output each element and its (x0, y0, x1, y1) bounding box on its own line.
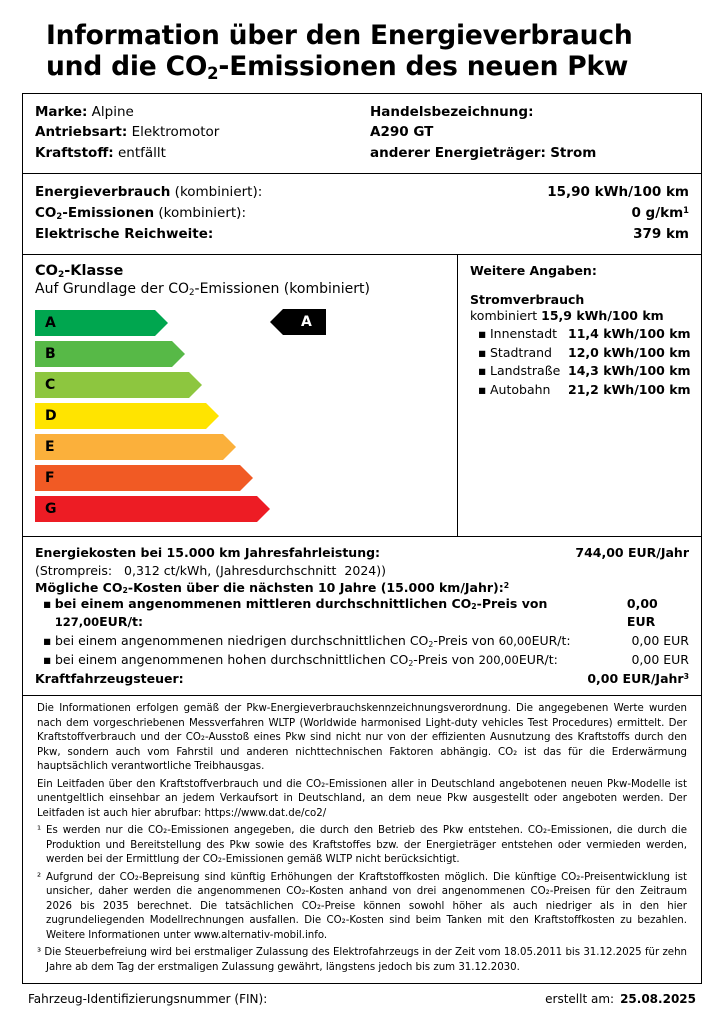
bullet-icon: ▪ (478, 325, 487, 341)
bar-label-a: A (45, 314, 56, 331)
bar-label-f: F (45, 469, 55, 486)
bar-shape-b (35, 341, 172, 367)
co2-class-scale (23, 255, 457, 536)
co2-class-bar-b (35, 340, 447, 368)
bullet-icon: ▪ (478, 363, 487, 379)
energieverbrauch-row (35, 182, 689, 203)
bar-label-g: G (45, 500, 57, 517)
energietraeger-value: Strom (550, 144, 597, 161)
title-line-2: und die $CO_2$-Emissionen des neuen Pkw (46, 51, 629, 83)
co2-class-bar-e (35, 433, 447, 461)
kraftstoff-value: entfällt (117, 144, 166, 161)
legal-paragraph-2: Ein Leitfaden über den Kraftstoffverbrauch und die CO₂-Emissionen aller in Deutschland angebotenen neuen Pkw-Modelle ist unentgeltlich einsehbar an jedem Verkaufsort in Deutschland, an dem neue Pkw ausgestellt oder angeboten werden. Der Leitfaden ist auch hier abrufbar: https://www.dat.de/co2/ (37, 778, 687, 819)
antriebsart-row (35, 122, 362, 143)
bar-shape-c (35, 372, 189, 398)
co2-emissionen-label: $CO_2$-Emissionen (kombiniert): (35, 205, 246, 221)
footer (22, 984, 702, 1006)
bullet-icon: ▪ (43, 651, 52, 667)
legal-footnote-3: ³ Die Steuerbefreiung wird bei erstmaliger Zulassung des Elektrofahrzeugs in der Zeit vom 18.05.2011 bis 31.12.2025 für zehn Jahre ab dem Tag der erstmaligen Zulassung gewährt, längstens jedoch bis zum 31.12.2030. (37, 947, 687, 973)
fin-label: Fahrzeug-Identifizierungsnummer (FIN): (28, 992, 268, 1007)
co2-cost-rows (35, 595, 689, 670)
bar-shape-a (35, 310, 155, 336)
reichweite-value: 379 km (633, 225, 689, 242)
stromverbrauch-item-name: Innenstadt (490, 325, 558, 341)
stromverbrauch-item (470, 362, 691, 381)
bar-shape-e (35, 434, 223, 460)
vehicle-header-right (362, 102, 689, 164)
vehicle-header-left (35, 102, 362, 164)
weitere-angaben-panel (457, 255, 701, 536)
kfz-steuer-label: Kraftfahrzeugsteuer: (35, 670, 184, 686)
title-line-1: Information über den Energieverbrauch (46, 20, 633, 51)
handelsbezeichnung-value: A290 GT (370, 124, 434, 141)
stromverbrauch-item-value: 21,2 kWh/100 km (568, 382, 691, 398)
bullet-icon: ▪ (478, 382, 487, 398)
costs-section (23, 537, 701, 697)
antriebsart-value: Elektromotor (131, 124, 220, 141)
page-title (22, 20, 702, 83)
co2-cost-row-value: 0,00 EUR (631, 651, 689, 667)
co2-emissionen-value: 0 $g/km^1$ (631, 205, 689, 221)
stromverbrauch-item-name: Stadtrand (490, 344, 552, 360)
co2-cost-row-label: ▪ bei einem angenommenen mittleren durchschnittlichen $CO_2$-Preis von 127,00EUR/t: (35, 595, 627, 633)
energietraeger-row (370, 143, 689, 164)
co2-class-title: $CO_2$-Klasse (35, 262, 124, 280)
stromverbrauch-kombiniert: kombiniert 15,9 kWh/100 km (470, 307, 664, 323)
co2-class-bar-g (35, 495, 447, 523)
vehicle-header-section (23, 94, 701, 175)
stromverbrauch-item-value: 12,0 kWh/100 km (568, 344, 691, 360)
co2-class-bar-c (35, 371, 447, 399)
stromverbrauch-list (470, 325, 691, 400)
legal-footnote-2: ² Aufgrund der CO₂-Bepreisung sind künftig Erhöhungen der Kraftstoffkosten möglich. Die künftige CO₂-Preisentwicklung ist unsicher, daher werden die angenommenen CO₂-Kosten anhand von drei angenommenen CO₂-Preisen für den Zeitraum 2026 bis 2035 berechnet. Die tatsächlichen CO₂-Preise können sowohl höher als auch niedriger als in den hier zugrundeliegenden Modellrechnungen ausfallen. Die CO₂-Kosten sind beim Tanken mit den Kraftstoffkosten zu bezahlen. Weitere Informationen unter www.alternativ-mobil.info. (37, 871, 687, 941)
stromverbrauch-item-value: 11,4 kWh/100 km (568, 325, 691, 341)
co2-class-bar-d (35, 402, 447, 430)
co2-cost-row-value: 0,00 EUR (631, 633, 689, 649)
legal-section (23, 696, 701, 983)
reichweite-row (35, 224, 689, 245)
kfz-steuer-row (35, 670, 689, 689)
co2-cost-row (35, 651, 689, 670)
stromverbrauch-item (470, 381, 691, 400)
bar-label-d: D (45, 407, 57, 424)
co2-class-bar-a (35, 309, 447, 337)
created-date: 25.08.2025 (620, 992, 696, 1007)
co2-cost-row-label: ▪ bei einem angenommenen hohen durchschnittlichen $CO_2$-Preis von 200,00EUR/t: (35, 651, 558, 670)
stromverbrauch-item (470, 325, 691, 344)
consumption-section (23, 174, 701, 255)
stromverbrauch-item-value: 14,3 kWh/100 km (568, 363, 691, 379)
energiekosten-label: Energiekosten bei 15.000 km Jahresfahrleistung: (35, 544, 381, 560)
co2-class-subtitle: Auf Grundlage der $CO_2$-Emissionen (kombiniert) (35, 280, 370, 298)
bullet-icon: ▪ (43, 633, 52, 649)
energieverbrauch-value: 15,90 kWh/100 km (547, 184, 689, 201)
marke-value: Alpine (91, 103, 134, 120)
weitere-angaben-title: Weitere Angaben: (470, 262, 597, 278)
co2-emissionen-row (35, 203, 689, 224)
marke-label: Marke: (35, 103, 88, 120)
bar-shape-d (35, 403, 206, 429)
bar-shape-g (35, 496, 257, 522)
co2-class-bars (35, 309, 447, 523)
kraftstoff-label: Kraftstoff: (35, 144, 114, 161)
co2-class-section (23, 255, 701, 537)
strompreis-row: (Strompreis: 0,312 ct/kWh, (Jahresdurchschnitt 2024)) (35, 562, 386, 578)
stromverbrauch-title: Stromverbrauch (470, 291, 585, 307)
energieverbrauch-label: Energieverbrauch (kombiniert): (35, 184, 263, 201)
kfz-steuer-value: 0,00 EUR/Jahr$^3$ (587, 670, 689, 686)
bullet-icon: ▪ (478, 344, 487, 360)
co2-cost-row (35, 632, 689, 651)
bar-label-e: E (45, 438, 55, 455)
co2-cost-row-value: 0,00 EUR (626, 595, 658, 630)
label-frame (22, 93, 702, 985)
reichweite-label: Elektrische Reichweite: (35, 225, 214, 242)
energiekosten-row (35, 544, 689, 563)
co2-class-bar-f (35, 464, 447, 492)
moegliche-co2-kosten-label: Mögliche $CO_2$-Kosten über die nächsten 10 Jahre (15.000 km/Jahr):$^2$ (35, 579, 510, 596)
bullet-icon: ▪ (43, 595, 52, 611)
bar-label-c: C (45, 376, 56, 393)
stromverbrauch-item-name: Autobahn (490, 382, 551, 398)
legal-footnote-1: ¹ Es werden nur die CO₂-Emissionen angegeben, die durch den Betrieb des Pkw entstehen. CO₂-Emissionen, die durch die Produktion und Bereitstellung des Pkw sowie des Kraftstoffes bzw. der Energieträger entstehen oder vermieden werden, werden bei der Ermittlung der CO₂-Emissionen gemäß WLTP nicht berücksichtigt. (37, 825, 687, 866)
stromverbrauch-item-name: Landstraße (490, 363, 561, 379)
co2-cost-row (35, 595, 689, 633)
kraftstoff-row (35, 143, 362, 164)
co2-cost-row-label: ▪ bei einem angenommenen niedrigen durchschnittlichen $CO_2$-Preis von 60,00EUR/t: (35, 632, 571, 651)
energietraeger-label: anderer Energieträger: (370, 144, 546, 161)
handelsbezeichnung-label: Handelsbezeichnung: (370, 103, 534, 120)
co2-class-selected-marker: A (283, 309, 326, 335)
bar-label-b: B (45, 345, 56, 362)
legal-paragraph-1: Die Informationen erfolgen gemäß der Pkw-Energieverbrauchskennzeichnungsverordnung. Die angegebenen Werte wurden nach dem vorgeschriebenen Messverfahren WLTP (Worldwide harmonised Light-duty vehicles Test Procedures) ermittelt. Der Kraftstoffverbrauch und der CO₂-Ausstoß eines Pkw sind nicht nur von der effizienten Ausnutzung des Kraftstoffs durch den Pkw, sondern auch vom Fahrstil und anderen nichttechnischen Faktoren abhängig. CO₂ ist das für die Erderwärmung hauptsächlich verantwortliche Treibhausgas. (37, 703, 687, 773)
stromverbrauch-item (470, 344, 691, 363)
antriebsart-label: Antriebsart: (35, 124, 128, 141)
marke-row (35, 102, 362, 123)
energiekosten-value: 744,00 EUR/Jahr (575, 544, 689, 560)
creation-date-block (545, 992, 696, 1006)
bar-shape-f (35, 465, 240, 491)
created-label: erstellt am: (545, 992, 615, 1007)
